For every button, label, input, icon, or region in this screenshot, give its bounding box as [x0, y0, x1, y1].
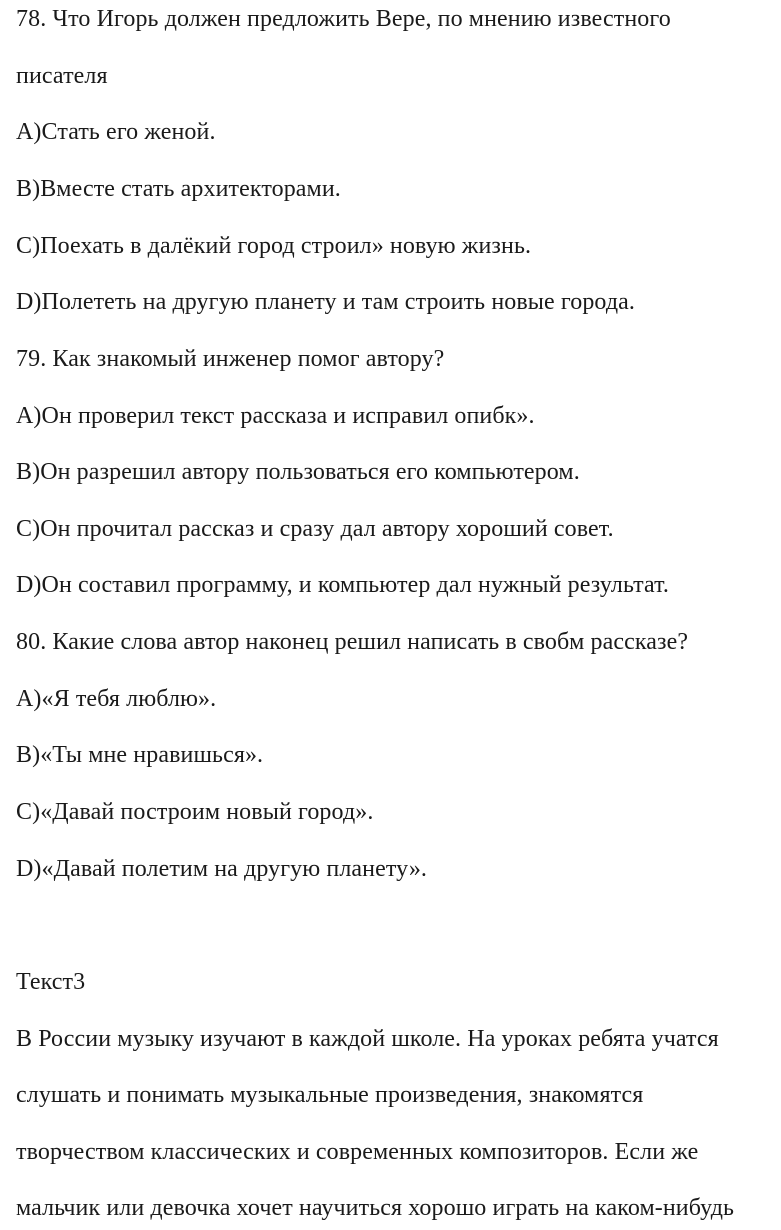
- text3-line-4: мальчик или девочка хочет научиться хорошо играть на каком-нибудь: [16, 1195, 735, 1221]
- q80-option-c: C)«Давай построим новый город».: [16, 799, 374, 825]
- q79-option-a: A)Он проверил текст рассказа и исправил опибк».: [16, 403, 535, 429]
- q78-option-b: B)Вместе стать архитекторами.: [16, 176, 341, 202]
- q78-option-d: D)Полететь на другую планету и там строить новые города.: [16, 289, 635, 315]
- q79-option-d: D)Он составил программу, и компьютер дал нужный результат.: [16, 572, 670, 598]
- question-79: 79. Как знакомый инженер помог автору?: [16, 346, 445, 372]
- text3-line-3: творчеством классических и современных композиторов. Если же: [16, 1139, 699, 1165]
- question-78-line-2: писателя: [16, 63, 108, 89]
- q80-option-d: D)«Давай полетим на другую планету».: [16, 856, 428, 882]
- text3-line-2: слушать и понимать музыкальные произведения, знакомятся: [16, 1082, 644, 1108]
- q78-option-a: A)Стать его женой.: [16, 119, 216, 145]
- q79-option-b: B)Он разрешил автору пользоваться его компьютером.: [16, 459, 580, 485]
- question-78-line-1: 78. Что Игорь должен предложить Вере, по мнению известного: [16, 6, 671, 32]
- text3-heading: Текст3: [16, 969, 86, 995]
- text3-line-1: В России музыку изучают в каждой школе. На уроках ребята учатся: [16, 1026, 719, 1052]
- q78-option-c: C)Поехать в далёкий город строил» новую жизнь.: [16, 233, 532, 259]
- q80-option-a: A)«Я тебя люблю».: [16, 686, 217, 712]
- question-80: 80. Какие слова автор наконец решил написать в свобм рассказе?: [16, 629, 689, 655]
- q79-option-c: C)Он прочитал рассказ и сразу дал автору хороший совет.: [16, 516, 614, 542]
- q80-option-b: B)«Ты мне нравишься».: [16, 742, 264, 768]
